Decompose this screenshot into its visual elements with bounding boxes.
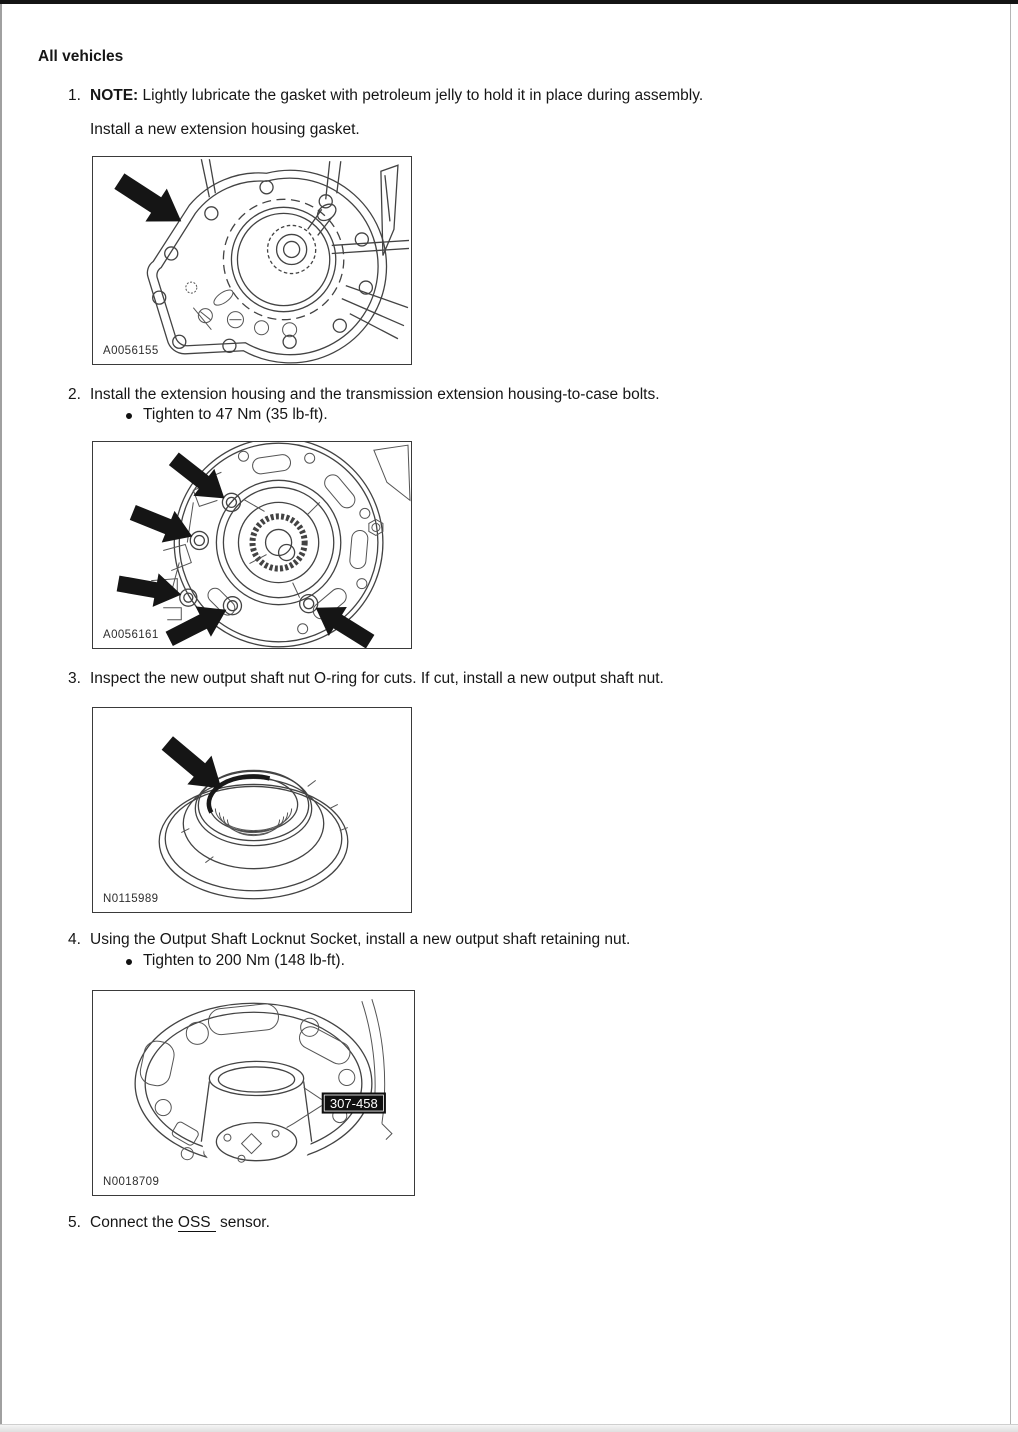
figure-caption: N0115989 xyxy=(103,893,159,905)
figure-caption: A0056155 xyxy=(103,345,159,357)
figure-locknut-socket xyxy=(92,990,415,1196)
scan-bottom-edge xyxy=(0,1424,1018,1432)
tool-number-label xyxy=(322,1092,386,1113)
scan-left-edge xyxy=(0,4,2,1425)
scan-top-bar xyxy=(0,0,1018,4)
step-5-number: 5. xyxy=(68,1214,81,1231)
gasket-bolt-holes xyxy=(153,181,373,353)
figure-caption: A0056161 xyxy=(103,629,159,641)
step-3-number: 3. xyxy=(68,670,81,687)
scan-right-edge xyxy=(1010,4,1011,1424)
note-label: NOTE: xyxy=(90,87,139,104)
step-1-number: 1. xyxy=(68,87,81,104)
step-3-text: Inspect the new output shaft nut O-ring for cuts. If cut, install a new output shaft nut. xyxy=(90,670,664,687)
section-heading: All vehicles xyxy=(38,48,124,65)
output-shaft-nut-drawing xyxy=(93,708,411,912)
step-4-bullet: Tighten to 200 Nm (148 lb-ft). xyxy=(143,952,345,969)
step-1-body: Lightly lubricate the gasket with petroleum jelly to hold it in place during assembly. xyxy=(142,87,704,104)
locknut-socket-drawing xyxy=(93,991,414,1195)
figure-extension-housing-bolts xyxy=(92,441,412,649)
thread-arcs xyxy=(181,780,348,862)
step-4-text: Using the Output Shaft Locknut Socket, install a new output shaft retaining nut. xyxy=(90,931,631,948)
gear-and-shaft xyxy=(223,199,343,319)
tool-number-text: 307-458 xyxy=(329,1096,378,1112)
bullet-dot xyxy=(126,413,132,419)
figure-output-shaft-nut-oring xyxy=(92,707,412,913)
step-1-subtext: Install a new extension housing gasket. xyxy=(90,121,360,138)
step-1-text xyxy=(90,87,860,104)
figure-extension-housing-gasket xyxy=(92,156,412,365)
oss-sensor-link[interactable]: OSS xyxy=(178,1214,216,1232)
pointer-arrow xyxy=(155,729,233,803)
step-5-text xyxy=(90,1214,860,1231)
step-2-bullet: Tighten to 47 Nm (35 lb-ft). xyxy=(143,406,328,423)
step-5-prefix: Connect the xyxy=(90,1214,178,1231)
extension-housing-bolts-drawing xyxy=(93,442,411,648)
pointer-arrow xyxy=(109,165,192,238)
step-2-number: 2. xyxy=(68,386,81,403)
bullet-dot xyxy=(126,959,132,965)
step-2-text: Install the extension housing and the transmission extension housing-to-case bolts. xyxy=(90,386,660,403)
figure-caption: N0018709 xyxy=(103,1176,160,1188)
pointer-arrows xyxy=(115,445,379,648)
housing-slots xyxy=(205,451,383,634)
gasket-outline xyxy=(147,170,386,363)
step-5-suffix: sensor. xyxy=(215,1214,270,1231)
extension-housing-gasket-drawing xyxy=(93,157,411,364)
step-4-number: 4. xyxy=(68,931,81,948)
